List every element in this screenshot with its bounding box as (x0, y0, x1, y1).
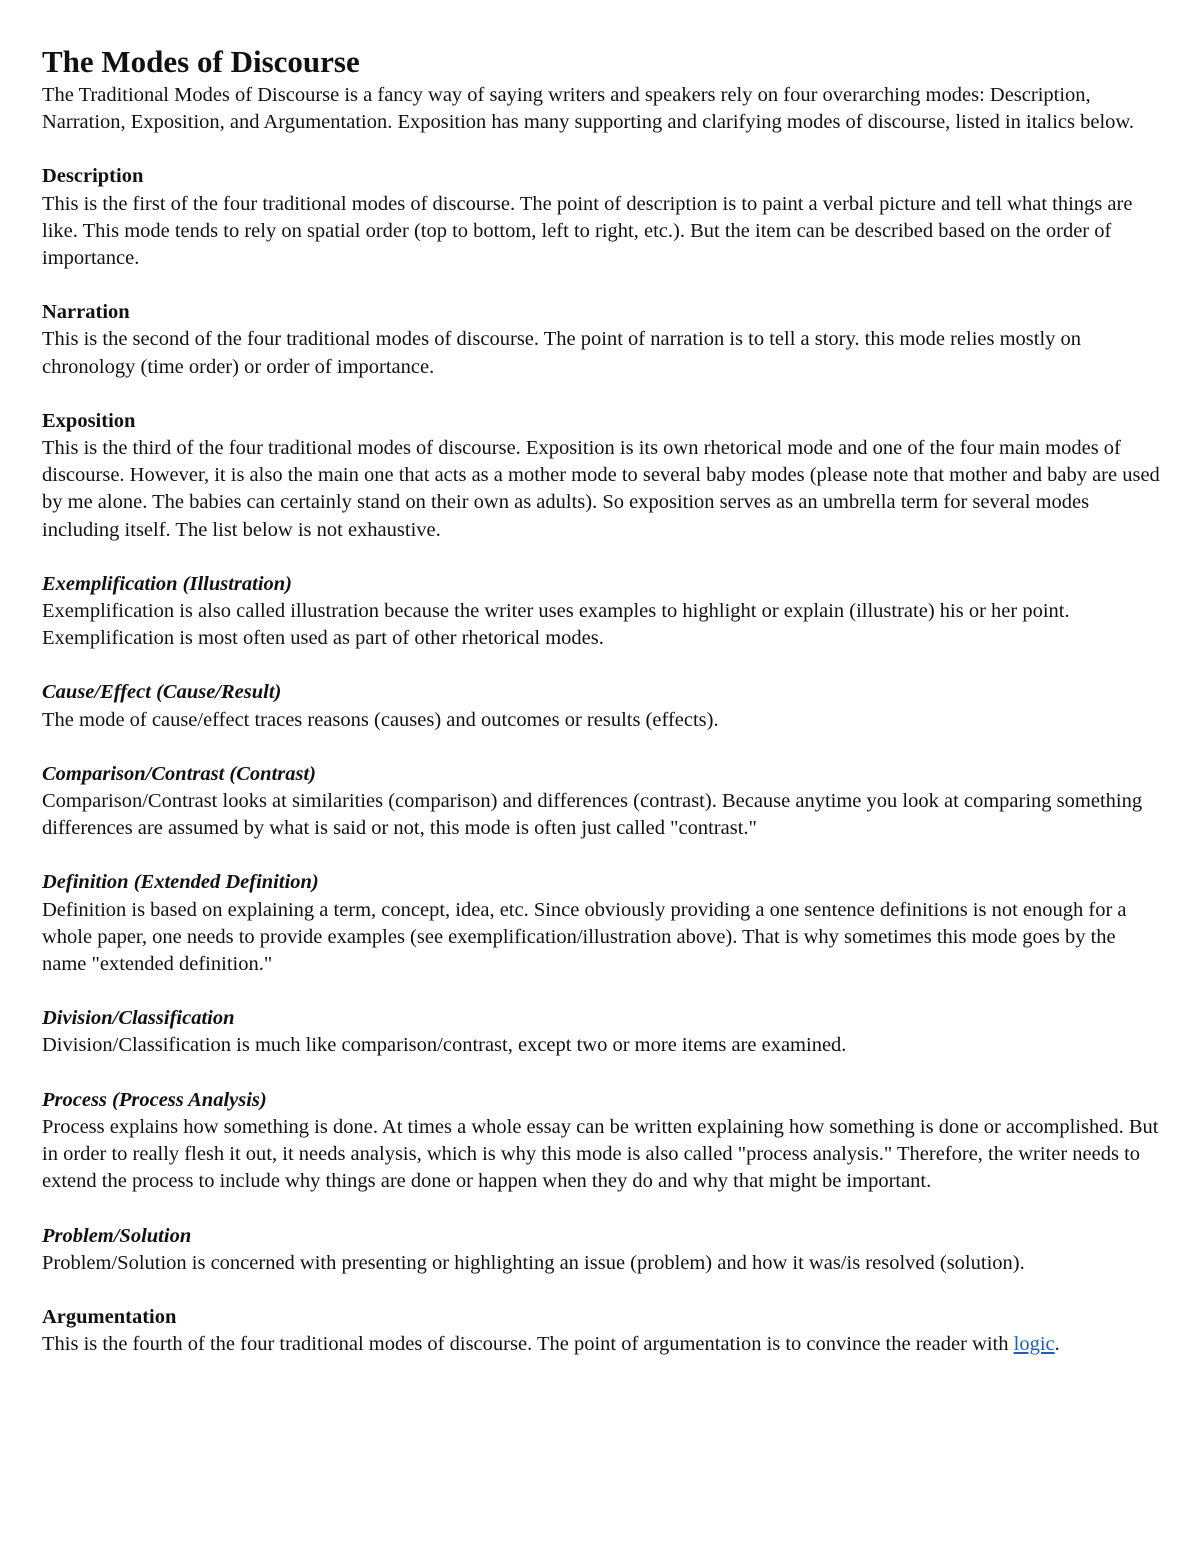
section-heading-description: Description (42, 165, 144, 188)
section-body-division-classification: Division/Classification is much like comparison/contrast, except two or more items are examined. (42, 1034, 847, 1057)
section-body-description: This is the first of the four traditional modes of discourse. The point of description is to paint a verbal picture and tell what things are like. This mode tends to rely on spatial order (top to bottom, left to right, etc.). But the item can be described based on the order of importance. (42, 192, 1133, 270)
logic-link[interactable]: logic (1013, 1333, 1055, 1356)
section-body-exposition: This is the third of the four traditional modes of discourse. Exposition is its own rhetorical mode and one of the four main modes of discourse. However, it is also the main one that acts as a mother mode to several baby modes (please note that mother and baby are used by me alone. The babies can certainly stand on their own as adults). So exposition serves as an umbrella term for several modes including itself. The list below is not exhaustive. (42, 437, 1160, 541)
section-narration (42, 299, 1162, 381)
section-body-comparison-contrast: Comparison/Contrast looks at similarities (comparison) and differences (contrast). Because anytime you look at comparing something differences are assumed by what is said or not, this mode is often just called "contrast." (42, 790, 1143, 840)
section-heading-exemplification: Exemplification (Illustration) (42, 572, 293, 595)
section-heading-comparison-contrast: Comparison/Contrast (Contrast) (42, 762, 316, 785)
section-division-classification (42, 1005, 1162, 1059)
section-body-argumentation (42, 1331, 1162, 1358)
section-heading-cause-effect: Cause/Effect (Cause/Result) (42, 681, 282, 704)
section-cause-effect (42, 679, 1162, 733)
section-exposition (42, 408, 1162, 544)
intro-paragraph: The Traditional Modes of Discourse is a fancy way of saying writers and speakers rely on four overarching modes: Description, Narration, Exposition, and Argumentation. Exposition has many supporting and clarifying modes of discourse, listed in italics below. (42, 84, 1135, 134)
section-heading-division-classification: Division/Classification (42, 1007, 235, 1030)
page-title: The Modes of Discourse (42, 44, 360, 79)
section-heading-process: Process (Process Analysis) (42, 1088, 267, 1111)
section-body-cause-effect: The mode of cause/effect traces reasons (causes) and outcomes or results (effects). (42, 708, 719, 731)
section-comparison-contrast (42, 761, 1162, 843)
argumentation-body-text: This is the fourth of the four traditional modes of discourse. The point of argumentation is to convince the reader with (42, 1333, 1014, 1356)
argumentation-body-end: . (1054, 1333, 1060, 1356)
document-page (42, 42, 1162, 1358)
section-description (42, 163, 1162, 272)
section-process (42, 1087, 1162, 1196)
section-heading-exposition: Exposition (42, 409, 136, 432)
section-exemplification (42, 571, 1162, 653)
section-heading-definition: Definition (Extended Definition) (42, 871, 319, 894)
section-body-process: Process explains how something is done. At times a whole essay can be written explaining how something is done or accomplished. But in order to really flesh it out, it needs analysis, which is why this mode is also called "process analysis." Therefore, the writer needs to extend the process to include why things are done or happen when they do and why that might be important. (42, 1115, 1159, 1193)
section-body-exemplification: Exemplification is also called illustration because the writer uses examples to highlight or explain (illustrate) his or her point. Exemplification is most often used as part of other rhetorical modes. (42, 600, 1070, 650)
section-heading-problem-solution: Problem/Solution (42, 1224, 192, 1247)
section-problem-solution (42, 1223, 1162, 1277)
section-argumentation (42, 1304, 1162, 1358)
section-body-problem-solution: Problem/Solution is concerned with presenting or highlighting an issue (problem) and how it was/is resolved (solution). (42, 1251, 1025, 1274)
section-heading-argumentation: Argumentation (42, 1305, 177, 1328)
section-heading-narration: Narration (42, 301, 130, 324)
section-body-narration: This is the second of the four traditional modes of discourse. The point of narration is to tell a story. this mode relies mostly on chronology (time order) or order of importance. (42, 328, 1082, 378)
section-body-definition: Definition is based on explaining a term, concept, idea, etc. Since obviously providing a one sentence definitions is not enough for a whole paper, one needs to provide examples (see exemplification/illustration above). That is why sometimes this mode goes by the name "extended definition." (42, 898, 1127, 976)
section-definition (42, 869, 1162, 978)
